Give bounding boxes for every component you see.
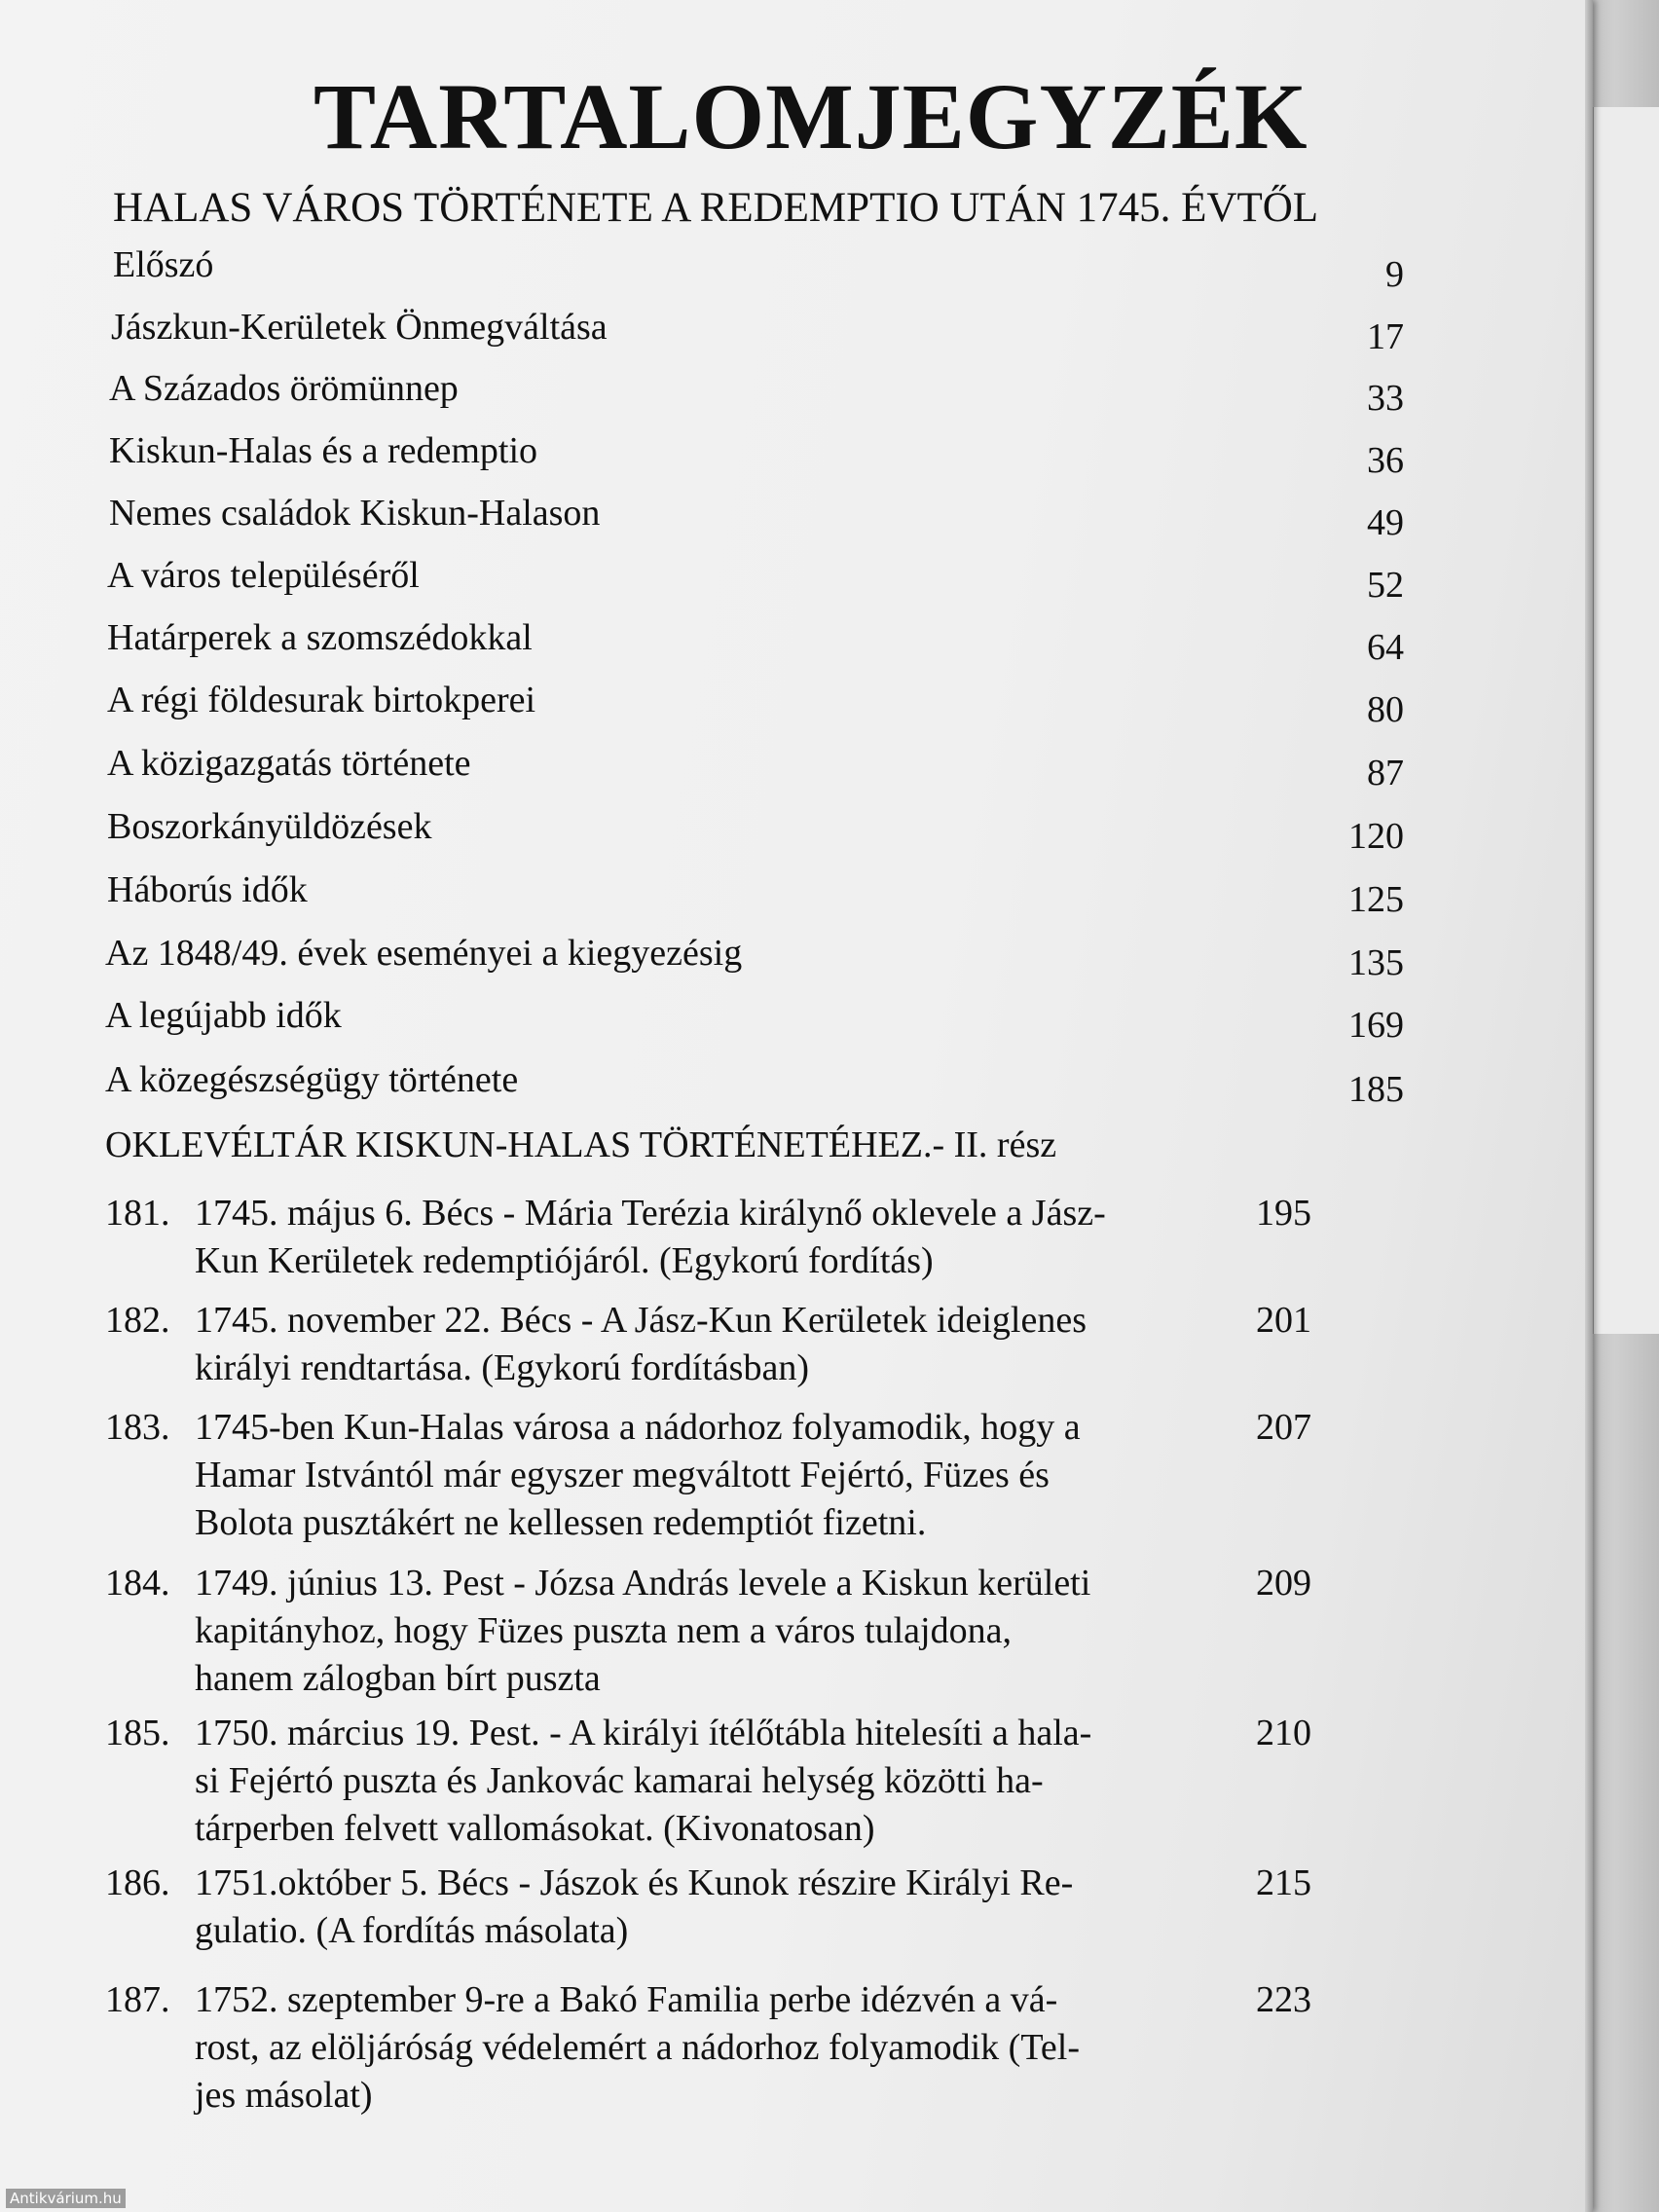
chapter-page: 169	[1348, 1005, 1404, 1046]
document-page: 209	[1256, 1563, 1311, 1604]
document-line: tárperben felvett vallomásokat. (Kivonatosan)	[195, 1808, 875, 1849]
document-line: gulatio. (A fordítás másolata)	[195, 1910, 629, 1951]
document-entry	[105, 1404, 1322, 1550]
chapter-page: 9	[1385, 254, 1404, 295]
chapter-page: 52	[1367, 565, 1404, 606]
chapter-page: 120	[1348, 816, 1404, 857]
watermark: Antikvárium.hu	[6, 2189, 126, 2208]
chapter-title: Előszó	[113, 244, 214, 285]
document-line: Hamar Istvántól már egyszer megváltott Fejértó, Füzes és	[195, 1455, 1050, 1495]
document-description	[195, 1976, 1227, 2120]
chapter-list	[0, 0, 1404, 1168]
document-entry	[105, 1710, 1322, 1856]
chapter-title: Háborús idők	[107, 869, 308, 910]
document-number: 185.	[105, 1713, 170, 1753]
chapter-title: Jászkun-Kerületek Önmegváltása	[111, 307, 608, 348]
chapter-page: 135	[1348, 942, 1404, 983]
chapter-page: 87	[1367, 753, 1404, 793]
chapter-title: Boszorkányüldözések	[107, 806, 432, 847]
chapter-page: 125	[1348, 879, 1404, 920]
chapter-title: A Százados örömünnep	[109, 368, 459, 409]
page-edge-shadow	[1585, 0, 1593, 2212]
document-line: rost, az elöljáróság védelemért a nádorhoz folyamodik (Tel-	[195, 2027, 1080, 2068]
document-line: Bolota pusztákért ne kellessen redemptiót fizetni.	[195, 1502, 927, 1543]
document-line: 1749. június 13. Pest - Józsa András levele a Kiskun kerületi	[195, 1563, 1091, 1604]
document-description	[195, 1190, 1227, 1285]
document-line: 1745. május 6. Bécs - Mária Terézia királynő oklevele a Jász-	[195, 1193, 1106, 1234]
chapter-title: Határperek a szomszédokkal	[107, 617, 533, 658]
document-line: 1745. november 22. Bécs - A Jász-Kun Kerületek ideiglenes	[195, 1300, 1087, 1341]
chapter-title: A közegészségügy története	[105, 1059, 519, 1100]
chapter-page: 80	[1367, 689, 1404, 730]
chapter-title: Kiskun-Halas és a redemptio	[109, 430, 538, 471]
document-line: jes másolat)	[195, 2075, 373, 2116]
chapter-page: 49	[1367, 502, 1404, 543]
document-number: 186.	[105, 1862, 170, 1903]
chapter-page: 17	[1367, 316, 1404, 357]
document-page: 215	[1256, 1862, 1311, 1903]
document-entry	[105, 1860, 1322, 1957]
document-line: kapitányhoz, hogy Füzes puszta nem a város tulajdona,	[195, 1610, 1012, 1651]
chapter-title: A város településéről	[107, 555, 420, 596]
document-page: 223	[1256, 1979, 1311, 2020]
chapter-title: Az 1848/49. évek eseményei a kiegyezésig	[105, 933, 743, 974]
document-line: 1752. szeptember 9-re a Bakó Familia perbe idézvén a vá-	[195, 1979, 1058, 2020]
chapter-title: A régi földesurak birtokperei	[107, 680, 536, 720]
document-page: 207	[1256, 1407, 1311, 1448]
document-number: 187.	[105, 1979, 170, 2020]
document-number: 184.	[105, 1563, 170, 1604]
document-page: 210	[1256, 1713, 1311, 1753]
chapter-title: Nemes családok Kiskun-Halason	[109, 493, 601, 534]
chapter-page: 36	[1367, 440, 1404, 481]
chapter-page: 185	[1348, 1069, 1404, 1110]
document-description	[195, 1560, 1227, 1703]
document-entry	[105, 1976, 1322, 2122]
document-description	[195, 1710, 1227, 1853]
document-line: 1750. március 19. Pest. - A királyi ítélőtábla hitelesíti a hala-	[195, 1713, 1092, 1753]
document-line: 1745-ben Kun-Halas városa a nádorhoz folyamodik, hogy a	[195, 1407, 1081, 1448]
next-page-edge	[1592, 107, 1659, 1334]
document-number: 182.	[105, 1300, 170, 1341]
document-page: 195	[1256, 1193, 1311, 1234]
document-description	[195, 1297, 1227, 1392]
chapter-title: A legújabb idők	[105, 995, 342, 1036]
document-description	[195, 1860, 1227, 1955]
document-line: 1751.október 5. Bécs - Jászok és Kunok részire Királyi Re-	[195, 1862, 1074, 1903]
page-title: TARTALOMJEGYZÉK	[313, 64, 1309, 168]
document-line: királyi rendtartása. (Egykorú fordításban)	[195, 1347, 809, 1388]
document-line: Kun Kerületek redemptiójáról. (Egykorú fordítás)	[195, 1240, 934, 1281]
part-one-heading: HALAS VÁROS TÖRTÉNETE A REDEMPTIO UTÁN 1745. ÉVTŐL	[113, 185, 1319, 231]
document-description	[195, 1404, 1227, 1547]
document-line: hanem zálogban bírt puszta	[195, 1658, 601, 1699]
document-entry	[105, 1297, 1322, 1394]
document-line: si Fejértó puszta és Jankovác kamarai helység közötti ha-	[195, 1760, 1044, 1801]
document-entry	[105, 1560, 1322, 1706]
document-number: 183.	[105, 1407, 170, 1448]
part-two-heading: OKLEVÉLTÁR KISKUN-HALAS TÖRTÉNETÉHEZ.- II. rész	[105, 1124, 1057, 1165]
document-number: 181.	[105, 1193, 170, 1234]
document-entry	[105, 1190, 1322, 1287]
chapter-title: A közigazgatás története	[107, 743, 471, 784]
chapter-page: 64	[1367, 627, 1404, 668]
document-page: 201	[1256, 1300, 1311, 1341]
chapter-page: 33	[1367, 378, 1404, 419]
